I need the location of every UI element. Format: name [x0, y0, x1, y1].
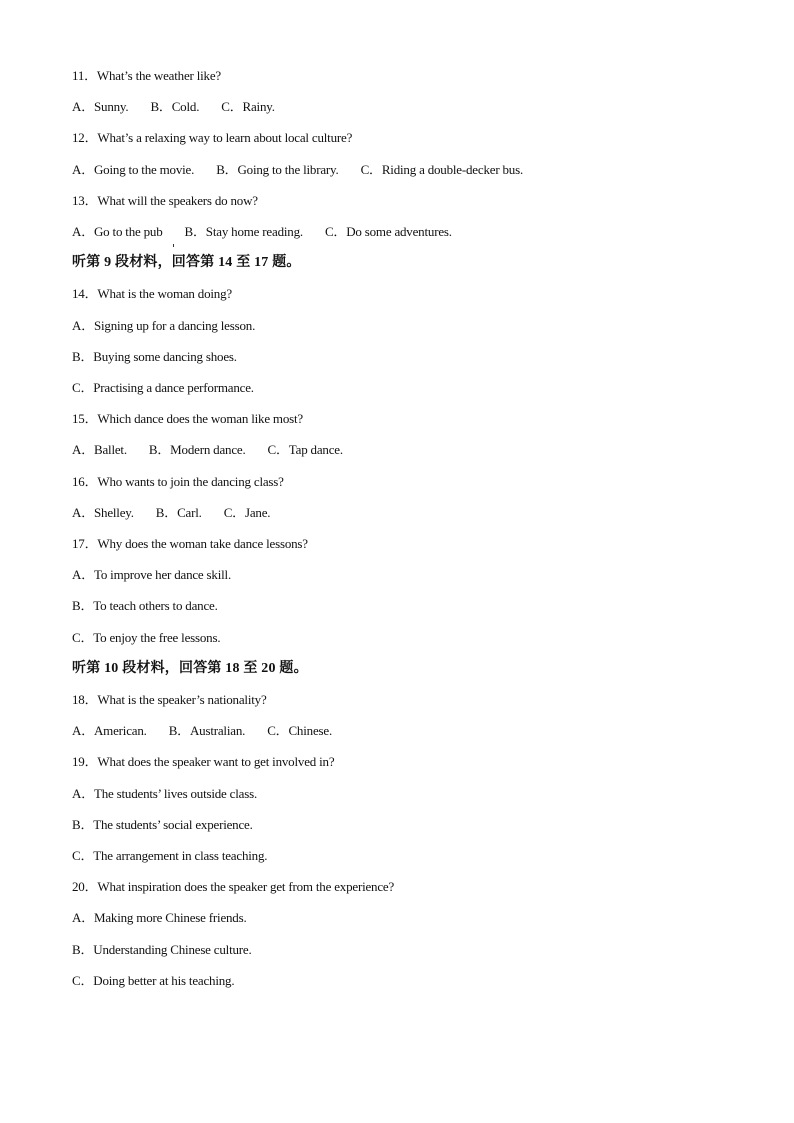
- answer-option: B．Modern dance.: [148, 442, 246, 458]
- answer-option: C．Rainy.: [221, 99, 275, 115]
- answer-option: C．Riding a double-decker bus.: [360, 161, 524, 177]
- answer-option: C．The arrangement in class teaching.: [72, 848, 268, 863]
- answer-option: C．Jane.: [223, 504, 271, 520]
- section-heading: 听第 9 段材料，回答第 14 至 17 题。: [72, 255, 301, 271]
- answer-option: C．Practising a dance performance.: [72, 380, 254, 395]
- answer-option: B．Stay home reading.: [184, 224, 303, 239]
- answer-options-row: [72, 721, 332, 741]
- answer-option: A．Go to the pub: [72, 224, 163, 239]
- question-text: 20．What inspiration does the speaker get from the experience?: [72, 879, 395, 895]
- question-text: 14．What is the woman doing?: [72, 286, 232, 302]
- answer-options-row: [72, 440, 343, 460]
- answer-options-row: [72, 97, 275, 117]
- question-text: 19．What does the speaker want to get involved in?: [72, 754, 335, 770]
- answer-option: C．Tap dance.: [267, 442, 343, 458]
- answer-option: C．To enjoy the free lessons.: [72, 629, 221, 645]
- stray-mark: [173, 244, 174, 247]
- answer-option: B．The students’ social experience.: [72, 816, 253, 832]
- answer-option: A．Shelley.: [72, 504, 134, 520]
- question-text: 11．What’s the weather like?: [72, 68, 221, 83]
- answer-option: B．Going to the library.: [216, 161, 339, 177]
- answer-options-row: [72, 222, 452, 242]
- question-text: 18．What is the speaker’s nationality?: [72, 692, 267, 707]
- answer-option: C．Doing better at his teaching.: [72, 972, 235, 988]
- answer-option: A．Signing up for a dancing lesson.: [72, 317, 256, 333]
- answer-options-row: [72, 160, 523, 180]
- section-heading: 听第 10 段材料，回答第 18 至 20 题。: [72, 660, 308, 676]
- answer-option: A．American.: [72, 723, 147, 739]
- answer-option: B．To teach others to dance.: [72, 598, 218, 614]
- question-text: 12．What’s a relaxing way to learn about local culture?: [72, 130, 353, 146]
- answer-option: C．Chinese.: [267, 723, 332, 739]
- answer-option: C．Do some adventures.: [324, 224, 452, 239]
- answer-option: A．To improve her dance skill.: [72, 567, 231, 583]
- answer-option: A．Ballet.: [72, 442, 127, 458]
- answer-options-row: [72, 503, 270, 523]
- answer-option: A．The students’ lives outside class.: [72, 785, 258, 801]
- answer-option: A．Sunny.: [72, 99, 129, 115]
- answer-option: B．Buying some dancing shoes.: [72, 348, 237, 364]
- answer-option: B．Cold.: [150, 99, 200, 115]
- answer-option: A．Going to the movie.: [72, 161, 195, 177]
- question-text: 15．Which dance does the woman like most?: [72, 411, 303, 427]
- question-text: 13．What will the speakers do now?: [72, 192, 258, 208]
- question-text: 16．Who wants to join the dancing class?: [72, 473, 284, 489]
- answer-option: B．Understanding Chinese culture.: [72, 941, 252, 957]
- answer-option: B．Carl.: [155, 504, 202, 520]
- answer-option: A．Making more Chinese friends.: [72, 910, 247, 926]
- answer-option: B．Australian.: [168, 723, 246, 739]
- question-text: 17．Why does the woman take dance lessons?: [72, 536, 308, 551]
